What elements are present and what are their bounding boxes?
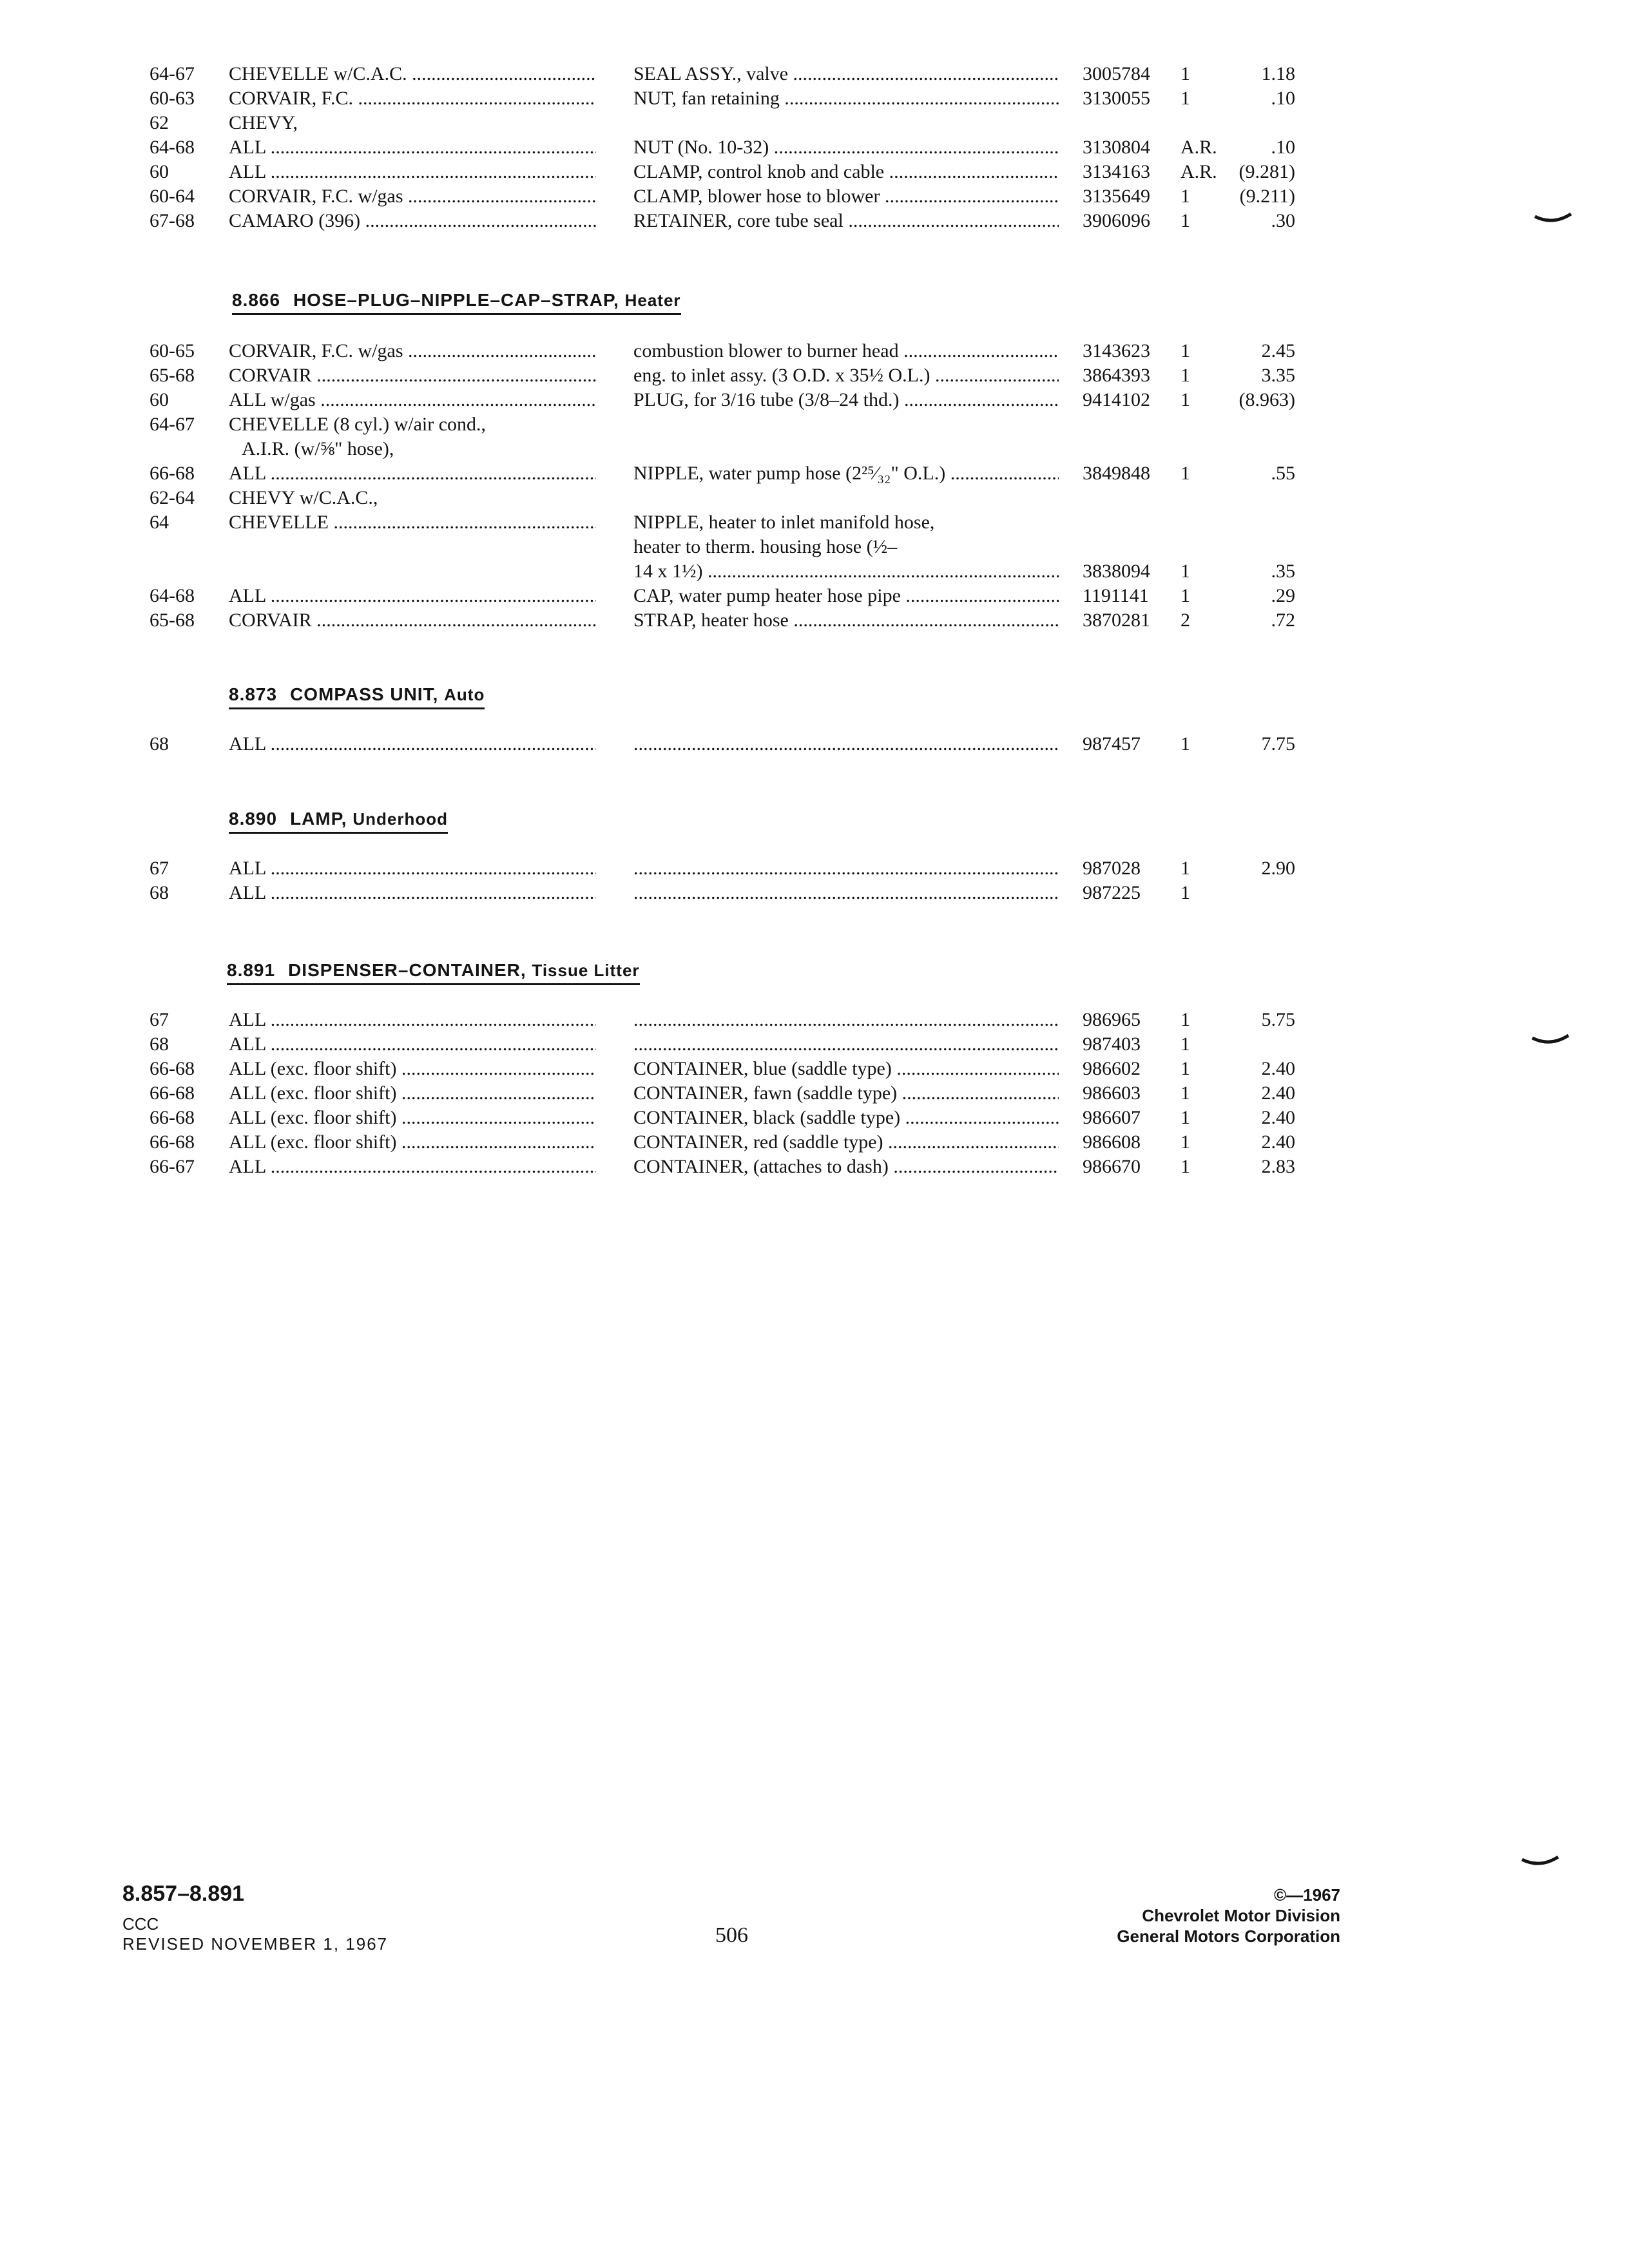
- table-row: [0, 1129, 1629, 1155]
- description-text: CONTAINER, red (saddle type): [633, 1131, 883, 1153]
- description-text: SEAL ASSY., valve: [633, 63, 789, 84]
- part-number: 3130804: [1083, 137, 1150, 158]
- description-text: NIPPLE, water pump hose (2²⁵⁄₃₂" O.L.): [633, 463, 946, 484]
- year-range: 66-68: [149, 463, 195, 484]
- model-name: [229, 1056, 596, 1082]
- part-description: [633, 135, 1059, 160]
- part-description: [633, 1129, 1059, 1155]
- year-range: 60-63: [149, 88, 195, 109]
- table-row: [0, 208, 1629, 234]
- section-range: 8.857–8.891: [122, 1881, 245, 1906]
- part-number: 986965: [1083, 1009, 1141, 1030]
- price: 1.18: [1261, 63, 1295, 84]
- model-name: [229, 208, 596, 234]
- table-row: [0, 363, 1629, 389]
- quantity: 1: [1181, 88, 1190, 109]
- table-row: [0, 110, 1629, 136]
- year-range: 62-64: [149, 487, 195, 508]
- year-range: 64-68: [149, 585, 195, 606]
- model-text: CORVAIR: [229, 365, 312, 386]
- part-number: 986602: [1083, 1058, 1141, 1079]
- part-number: 3838094: [1083, 561, 1150, 582]
- model-text: CAMARO (396): [229, 210, 361, 231]
- part-number: 986603: [1083, 1082, 1141, 1104]
- section-number: 8.890: [229, 809, 278, 829]
- price: 2.45: [1261, 340, 1295, 361]
- division-name: Chevrolet Motor Division: [1142, 1906, 1340, 1925]
- section-heading: [229, 809, 448, 834]
- model-name: [229, 61, 596, 87]
- price: .30: [1271, 210, 1295, 231]
- section-title: LAMP,: [290, 809, 347, 829]
- model-name: [229, 880, 596, 906]
- quantity: 1: [1181, 389, 1190, 410]
- quantity: 1: [1181, 733, 1190, 754]
- quantity: 1: [1181, 585, 1190, 606]
- table-row: [0, 135, 1629, 160]
- model-text: CHEVY w/C.A.C.,: [229, 487, 378, 508]
- model-name: [229, 1154, 596, 1180]
- description-text: CONTAINER, blue (saddle type): [633, 1058, 892, 1079]
- table-row: [0, 1007, 1629, 1033]
- model-name: [229, 583, 596, 609]
- table-row: [0, 880, 1629, 906]
- year-range: 60: [149, 389, 169, 410]
- price: (9.281): [1239, 161, 1295, 182]
- model-name: [229, 159, 596, 185]
- year-range: 65-68: [149, 365, 195, 386]
- model-name: [229, 1032, 596, 1057]
- part-description: [633, 1081, 1059, 1106]
- table-row: [0, 608, 1629, 633]
- model-name: [229, 1081, 596, 1106]
- table-row: [0, 461, 1629, 486]
- table-row: [0, 1105, 1629, 1131]
- model-name: [229, 110, 596, 136]
- year-range: 66-68: [149, 1107, 195, 1128]
- section-heading: [232, 290, 681, 315]
- year-range: 60-65: [149, 340, 195, 361]
- price: 2.40: [1261, 1107, 1295, 1128]
- price: 2.40: [1261, 1131, 1295, 1153]
- description-text: CONTAINER, (attaches to dash): [633, 1156, 889, 1177]
- part-description: [633, 338, 1059, 364]
- year-range: 64-67: [149, 414, 195, 435]
- model-text: ALL: [229, 463, 266, 484]
- model-name: [229, 363, 596, 389]
- model-name: [229, 387, 596, 413]
- part-number: 987403: [1083, 1033, 1141, 1055]
- part-number: 986670: [1083, 1156, 1141, 1177]
- year-range: 68: [149, 1033, 169, 1055]
- year-range: 67-68: [149, 210, 195, 231]
- section-title: COMPASS UNIT,: [290, 684, 439, 704]
- description-text: 14 x 1½): [633, 561, 703, 582]
- description-text: NUT, fan retaining: [633, 88, 780, 109]
- model-text: ALL (exc. floor shift): [229, 1082, 397, 1104]
- description-text: eng. to inlet assy. (3 O.D. x 35½ O.L.): [633, 365, 930, 386]
- section-subtitle: Heater: [624, 291, 681, 310]
- model-name: [229, 731, 596, 757]
- model-text: CORVAIR, F.C. w/gas: [229, 340, 403, 361]
- model-text: ALL: [229, 733, 266, 754]
- model-name: [229, 338, 596, 364]
- part-description: [633, 184, 1059, 209]
- table-row: [0, 387, 1629, 413]
- model-name: [229, 856, 596, 881]
- part-description: [633, 387, 1059, 413]
- quantity: 1: [1181, 1131, 1190, 1153]
- section-number: 8.891: [227, 960, 276, 980]
- part-number: 3143623: [1083, 340, 1150, 361]
- description-text: NUT (No. 10-32): [633, 137, 769, 158]
- part-number: 3130055: [1083, 88, 1150, 109]
- part-number: 9414102: [1083, 389, 1150, 410]
- price: .10: [1271, 137, 1295, 158]
- quantity: 2: [1181, 610, 1190, 631]
- description-text: combustion blower to burner head: [633, 340, 899, 361]
- part-number: 986608: [1083, 1131, 1141, 1153]
- model-name: [229, 461, 596, 486]
- part-description: [633, 731, 1059, 757]
- table-row: [0, 1154, 1629, 1180]
- scan-mark: [1521, 1856, 1559, 1866]
- table-row: [0, 184, 1629, 209]
- part-number: 3135649: [1083, 186, 1150, 207]
- part-description: [633, 61, 1059, 87]
- price: 2.90: [1261, 858, 1295, 879]
- model-text: A.I.R. (w/⅝" hose),: [242, 438, 394, 459]
- model-text: ALL w/gas: [229, 389, 316, 410]
- table-row: [0, 61, 1629, 87]
- year-range: 64-67: [149, 63, 195, 84]
- part-description: [633, 1007, 1059, 1033]
- part-description: [633, 1056, 1059, 1082]
- section-subtitle: Underhood: [352, 809, 448, 829]
- footer-right: [1031, 1885, 1340, 1946]
- price: (8.963): [1239, 389, 1295, 410]
- table-row: [0, 436, 1629, 462]
- section-subtitle: Auto: [444, 685, 485, 704]
- price: .10: [1271, 88, 1295, 109]
- part-description: [633, 86, 1059, 111]
- description-text: STRAP, heater hose: [633, 610, 789, 631]
- description-text: heater to therm. housing hose (½–: [633, 536, 898, 557]
- quantity: 1: [1181, 463, 1190, 484]
- description-text: CONTAINER, black (saddle type): [633, 1107, 901, 1128]
- year-range: 66-68: [149, 1082, 195, 1104]
- part-number: 3005784: [1083, 63, 1150, 84]
- part-number: 1191141: [1083, 585, 1149, 606]
- model-name: [242, 436, 609, 462]
- table-row: [0, 510, 1629, 535]
- copyright: ©—1967: [1274, 1885, 1340, 1905]
- model-text: ALL: [229, 882, 266, 903]
- model-text: CHEVELLE: [229, 512, 329, 533]
- price: 2.40: [1261, 1058, 1295, 1079]
- model-text: ALL: [229, 161, 266, 182]
- model-text: CHEVELLE (8 cyl.) w/air cond.,: [229, 414, 487, 435]
- model-name: [229, 412, 596, 437]
- section-title: HOSE–PLUG–NIPPLE–CAP–STRAP,: [293, 290, 619, 310]
- table-row: [0, 731, 1629, 757]
- model-text: ALL: [229, 585, 266, 606]
- quantity: 1: [1181, 1033, 1190, 1055]
- model-name: [229, 608, 596, 633]
- table-row: [0, 485, 1629, 511]
- part-description: [633, 363, 1059, 389]
- part-number: 3906096: [1083, 210, 1150, 231]
- description-text: CLAMP, blower hose to blower: [633, 186, 880, 207]
- table-row: [0, 338, 1629, 364]
- quantity: 1: [1181, 1009, 1190, 1030]
- table-row: [0, 583, 1629, 609]
- revised-date: REVISED NOVEMBER 1, 1967: [122, 1934, 389, 1954]
- price: 5.75: [1261, 1009, 1295, 1030]
- model-name: [229, 184, 596, 209]
- part-description: [633, 856, 1059, 881]
- quantity: 1: [1181, 210, 1190, 231]
- part-number: 3864393: [1083, 365, 1150, 386]
- table-row: [0, 1081, 1629, 1106]
- price: .55: [1271, 463, 1295, 484]
- part-description: [633, 510, 1059, 535]
- part-description: [633, 461, 1059, 486]
- section-subtitle: Tissue Litter: [532, 961, 640, 980]
- price: 2.83: [1261, 1156, 1295, 1177]
- price: 3.35: [1261, 365, 1295, 386]
- model-name: [229, 1129, 596, 1155]
- quantity: 1: [1181, 1082, 1190, 1104]
- part-description: [633, 880, 1059, 906]
- quantity: A.R.: [1181, 161, 1217, 182]
- description-text: CLAMP, control knob and cable: [633, 161, 885, 182]
- footer-left: [122, 1881, 388, 1954]
- model-text: ALL: [229, 1156, 266, 1177]
- quantity: 1: [1181, 63, 1190, 84]
- price: .29: [1271, 585, 1295, 606]
- part-number: 3849848: [1083, 463, 1150, 484]
- model-name: [229, 485, 596, 511]
- description-text: CONTAINER, fawn (saddle type): [633, 1082, 898, 1104]
- part-number: 987225: [1083, 882, 1141, 903]
- model-text: ALL: [229, 1009, 266, 1030]
- table-row: [0, 412, 1629, 437]
- description-text: RETAINER, core tube seal: [633, 210, 843, 231]
- model-name: [229, 1105, 596, 1131]
- table-row: [0, 534, 1629, 560]
- year-range: 60-64: [149, 186, 195, 207]
- part-description: [633, 608, 1059, 633]
- quantity: 1: [1181, 186, 1190, 207]
- price: .35: [1271, 561, 1295, 582]
- table-row: [0, 159, 1629, 185]
- table-row: [0, 559, 1629, 584]
- price: (9.211): [1239, 186, 1295, 207]
- part-description: [633, 1032, 1059, 1057]
- section-number: 8.873: [229, 684, 278, 704]
- year-range: 68: [149, 882, 169, 903]
- description-text: CAP, water pump heater hose pipe: [633, 585, 901, 606]
- model-text: ALL (exc. floor shift): [229, 1131, 397, 1153]
- year-range: 64: [149, 512, 169, 533]
- price: 7.75: [1261, 733, 1295, 754]
- quantity: 1: [1181, 1058, 1190, 1079]
- price: 2.40: [1261, 1082, 1295, 1104]
- model-text: ALL: [229, 858, 266, 879]
- description-text: NIPPLE, heater to inlet manifold hose,: [633, 512, 935, 533]
- year-range: 66-67: [149, 1156, 195, 1177]
- model-text: ALL: [229, 137, 266, 158]
- quantity: 1: [1181, 1107, 1190, 1128]
- quantity: 1: [1181, 1156, 1190, 1177]
- part-description: [633, 208, 1059, 234]
- section-title: DISPENSER–CONTAINER,: [288, 960, 526, 980]
- year-range: 66-68: [149, 1058, 195, 1079]
- table-row: [0, 1032, 1629, 1057]
- part-number: 987457: [1083, 733, 1141, 754]
- page-number: 506: [715, 1923, 748, 1947]
- part-number: 986607: [1083, 1107, 1141, 1128]
- description-text: PLUG, for 3/16 tube (3/8–24 thd.): [633, 389, 900, 410]
- year-range: 67: [149, 1009, 169, 1030]
- part-description: [633, 583, 1059, 609]
- price: .72: [1271, 610, 1295, 631]
- year-range: 62: [149, 112, 169, 133]
- year-range: 68: [149, 733, 169, 754]
- part-description: [633, 1154, 1059, 1180]
- model-text: ALL (exc. floor shift): [229, 1107, 397, 1128]
- quantity: 1: [1181, 340, 1190, 361]
- year-range: 64-68: [149, 137, 195, 158]
- part-number: 3870281: [1083, 610, 1150, 631]
- part-description: [633, 559, 1059, 584]
- quantity: 1: [1181, 882, 1190, 903]
- section-heading: [229, 684, 485, 709]
- quantity: A.R.: [1181, 137, 1217, 158]
- model-name: [229, 510, 596, 535]
- model-text: CORVAIR, F.C.: [229, 88, 354, 109]
- model-text: CHEVELLE w/C.A.C.: [229, 63, 407, 84]
- year-range: 65-68: [149, 610, 195, 631]
- table-row: [0, 86, 1629, 111]
- table-row: [0, 856, 1629, 881]
- model-text: CORVAIR, F.C. w/gas: [229, 186, 403, 207]
- model-text: ALL (exc. floor shift): [229, 1058, 397, 1079]
- model-name: [229, 86, 596, 111]
- section-number: 8.866: [232, 290, 281, 310]
- model-text: CORVAIR: [229, 610, 312, 631]
- part-description: [633, 1105, 1059, 1131]
- part-number: 3134163: [1083, 161, 1150, 182]
- scan-mark: [1534, 213, 1572, 223]
- corporation-name: General Motors Corporation: [1117, 1927, 1340, 1946]
- model-name: [229, 135, 596, 160]
- quantity: 1: [1181, 561, 1190, 582]
- part-description: [633, 159, 1059, 185]
- quantity: 1: [1181, 365, 1190, 386]
- model-name: [229, 1007, 596, 1033]
- scan-mark: [1531, 1034, 1570, 1044]
- model-text: CHEVY,: [229, 112, 298, 133]
- quantity: 1: [1181, 858, 1190, 879]
- year-range: 67: [149, 858, 169, 879]
- section-heading: [227, 960, 640, 985]
- part-number: 987028: [1083, 858, 1141, 879]
- table-row: [0, 1056, 1629, 1082]
- year-range: 60: [149, 161, 169, 182]
- year-range: 66-68: [149, 1131, 195, 1153]
- model-text: ALL: [229, 1033, 266, 1055]
- catalog-code: CCC: [122, 1914, 159, 1934]
- part-description: [633, 534, 1059, 560]
